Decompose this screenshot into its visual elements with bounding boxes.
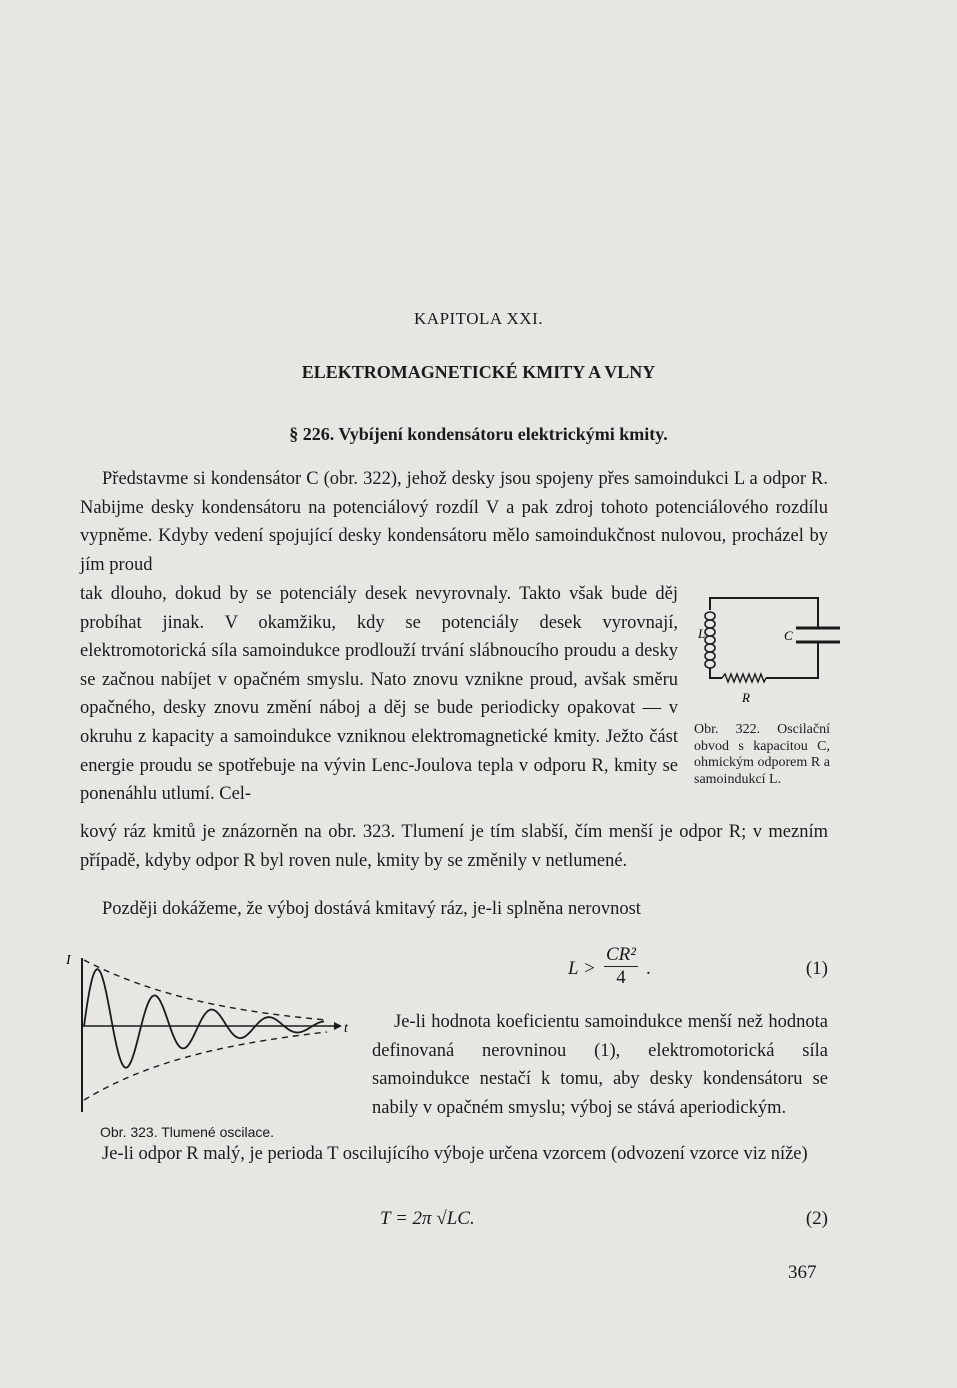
paragraph-3: Je-li hodnota koeficientu samoindukce menší než hodnota definovaná nerovninou (1), elektromotorická síla samoindukce nestačí k tomu, aby desky kondensátoru se nabily v opačném smyslu; výboj se stává aperiodickým. — [372, 1012, 828, 1118]
upper-envelope — [84, 960, 327, 1020]
label-R: R — [742, 690, 750, 705]
oscillator-circuit-diagram — [700, 580, 850, 705]
paragraph-1a: Představme si kondensátor C (obr. 322), jehož desky jsou spojeny přes samoindukci L a odpor R. Nabijme desky kondensátoru na potenciálový rozdíl V a pak zdroj tohoto potenciálového rozdílu vypněme. Kdyby vedení spojující desky kondensátoru mělo samoindukčnost nulovou, procházel by jím proud — [80, 469, 828, 575]
paragraph-1c: kový ráz kmitů je znázorněn na obr. 323. Tlumení je tím slabší, čím menší je odpor R; v mezním případě, kdyby odpor R byl roven nule, kmity by se změnily v netlumené. — [80, 822, 828, 871]
chapter-title: ELEKTROMAGNETICKÉ KMITY A VLNY — [301, 362, 656, 382]
eq2-label: (2) — [805, 1208, 828, 1229]
paragraph-1b: tak dlouho, dokud by se potenciály desek nevyrovnaly. Takto však bude děj probíhat jinak. V okamžiku, kdy se potenciály desek vyrovnají, elektromotorická síla samoindukce prodlouží trvání slábnoucího proudu a desky se začnou nabíjet v opačném smyslu. Nato znovu vznikne proud, avšak směru opačného, desky znovu změní náboj a děj se bude periodicky opakovat — v okruhu z kapacity a samoindukce vzniknou elektromagnetické kmity. Ježto část energie proudu se spotřebuje na vývin Lenc-Joulova tepla v odporu R, kmity se ponenáhlu utlumí. Cel- — [80, 584, 678, 805]
equation-2 — [380, 1208, 828, 1238]
eq1-label: (1) — [805, 958, 828, 979]
paragraph-2: Později dokážeme, že výboj dostává kmitavý ráz, je-li splněna nerovnost — [102, 899, 641, 919]
eq1-denominator: 4 — [616, 967, 626, 988]
label-C: C — [784, 628, 793, 643]
damped-oscillation-graph — [62, 950, 352, 1120]
section-heading: § 226. Vybíjení kondensátoru elektrickými kmity. — [289, 424, 668, 444]
lower-envelope — [84, 1032, 327, 1100]
page-number: 367 — [788, 1262, 817, 1283]
eq1-period: . — [646, 958, 651, 979]
eq1-numerator: CR² — [606, 944, 636, 965]
axis-y-label: I — [66, 953, 71, 968]
equation-1 — [568, 944, 828, 992]
eq1-fraction — [604, 944, 638, 989]
axis-x-label: t — [344, 1021, 348, 1036]
figure-323-caption: Obr. 323. Tlumené oscilace. — [100, 1124, 275, 1140]
chapter-heading: KAPITOLA XXI. — [414, 309, 543, 328]
figure-322-caption: Obr. 322. Oscilační obvod s kapacitou C, ohmickým odporem R a samoindukcí L. — [694, 722, 830, 787]
paragraph-4: Je-li odpor R malý, je perioda T oscilujícího výboje určena vzorcem (odvození vzorce viz níže) — [102, 1144, 808, 1164]
eq1-lhs: L > — [568, 958, 596, 979]
eq2-expression: T = 2π √LC. — [380, 1208, 475, 1229]
damped-wave — [84, 969, 324, 1067]
label-L: L — [698, 626, 706, 641]
